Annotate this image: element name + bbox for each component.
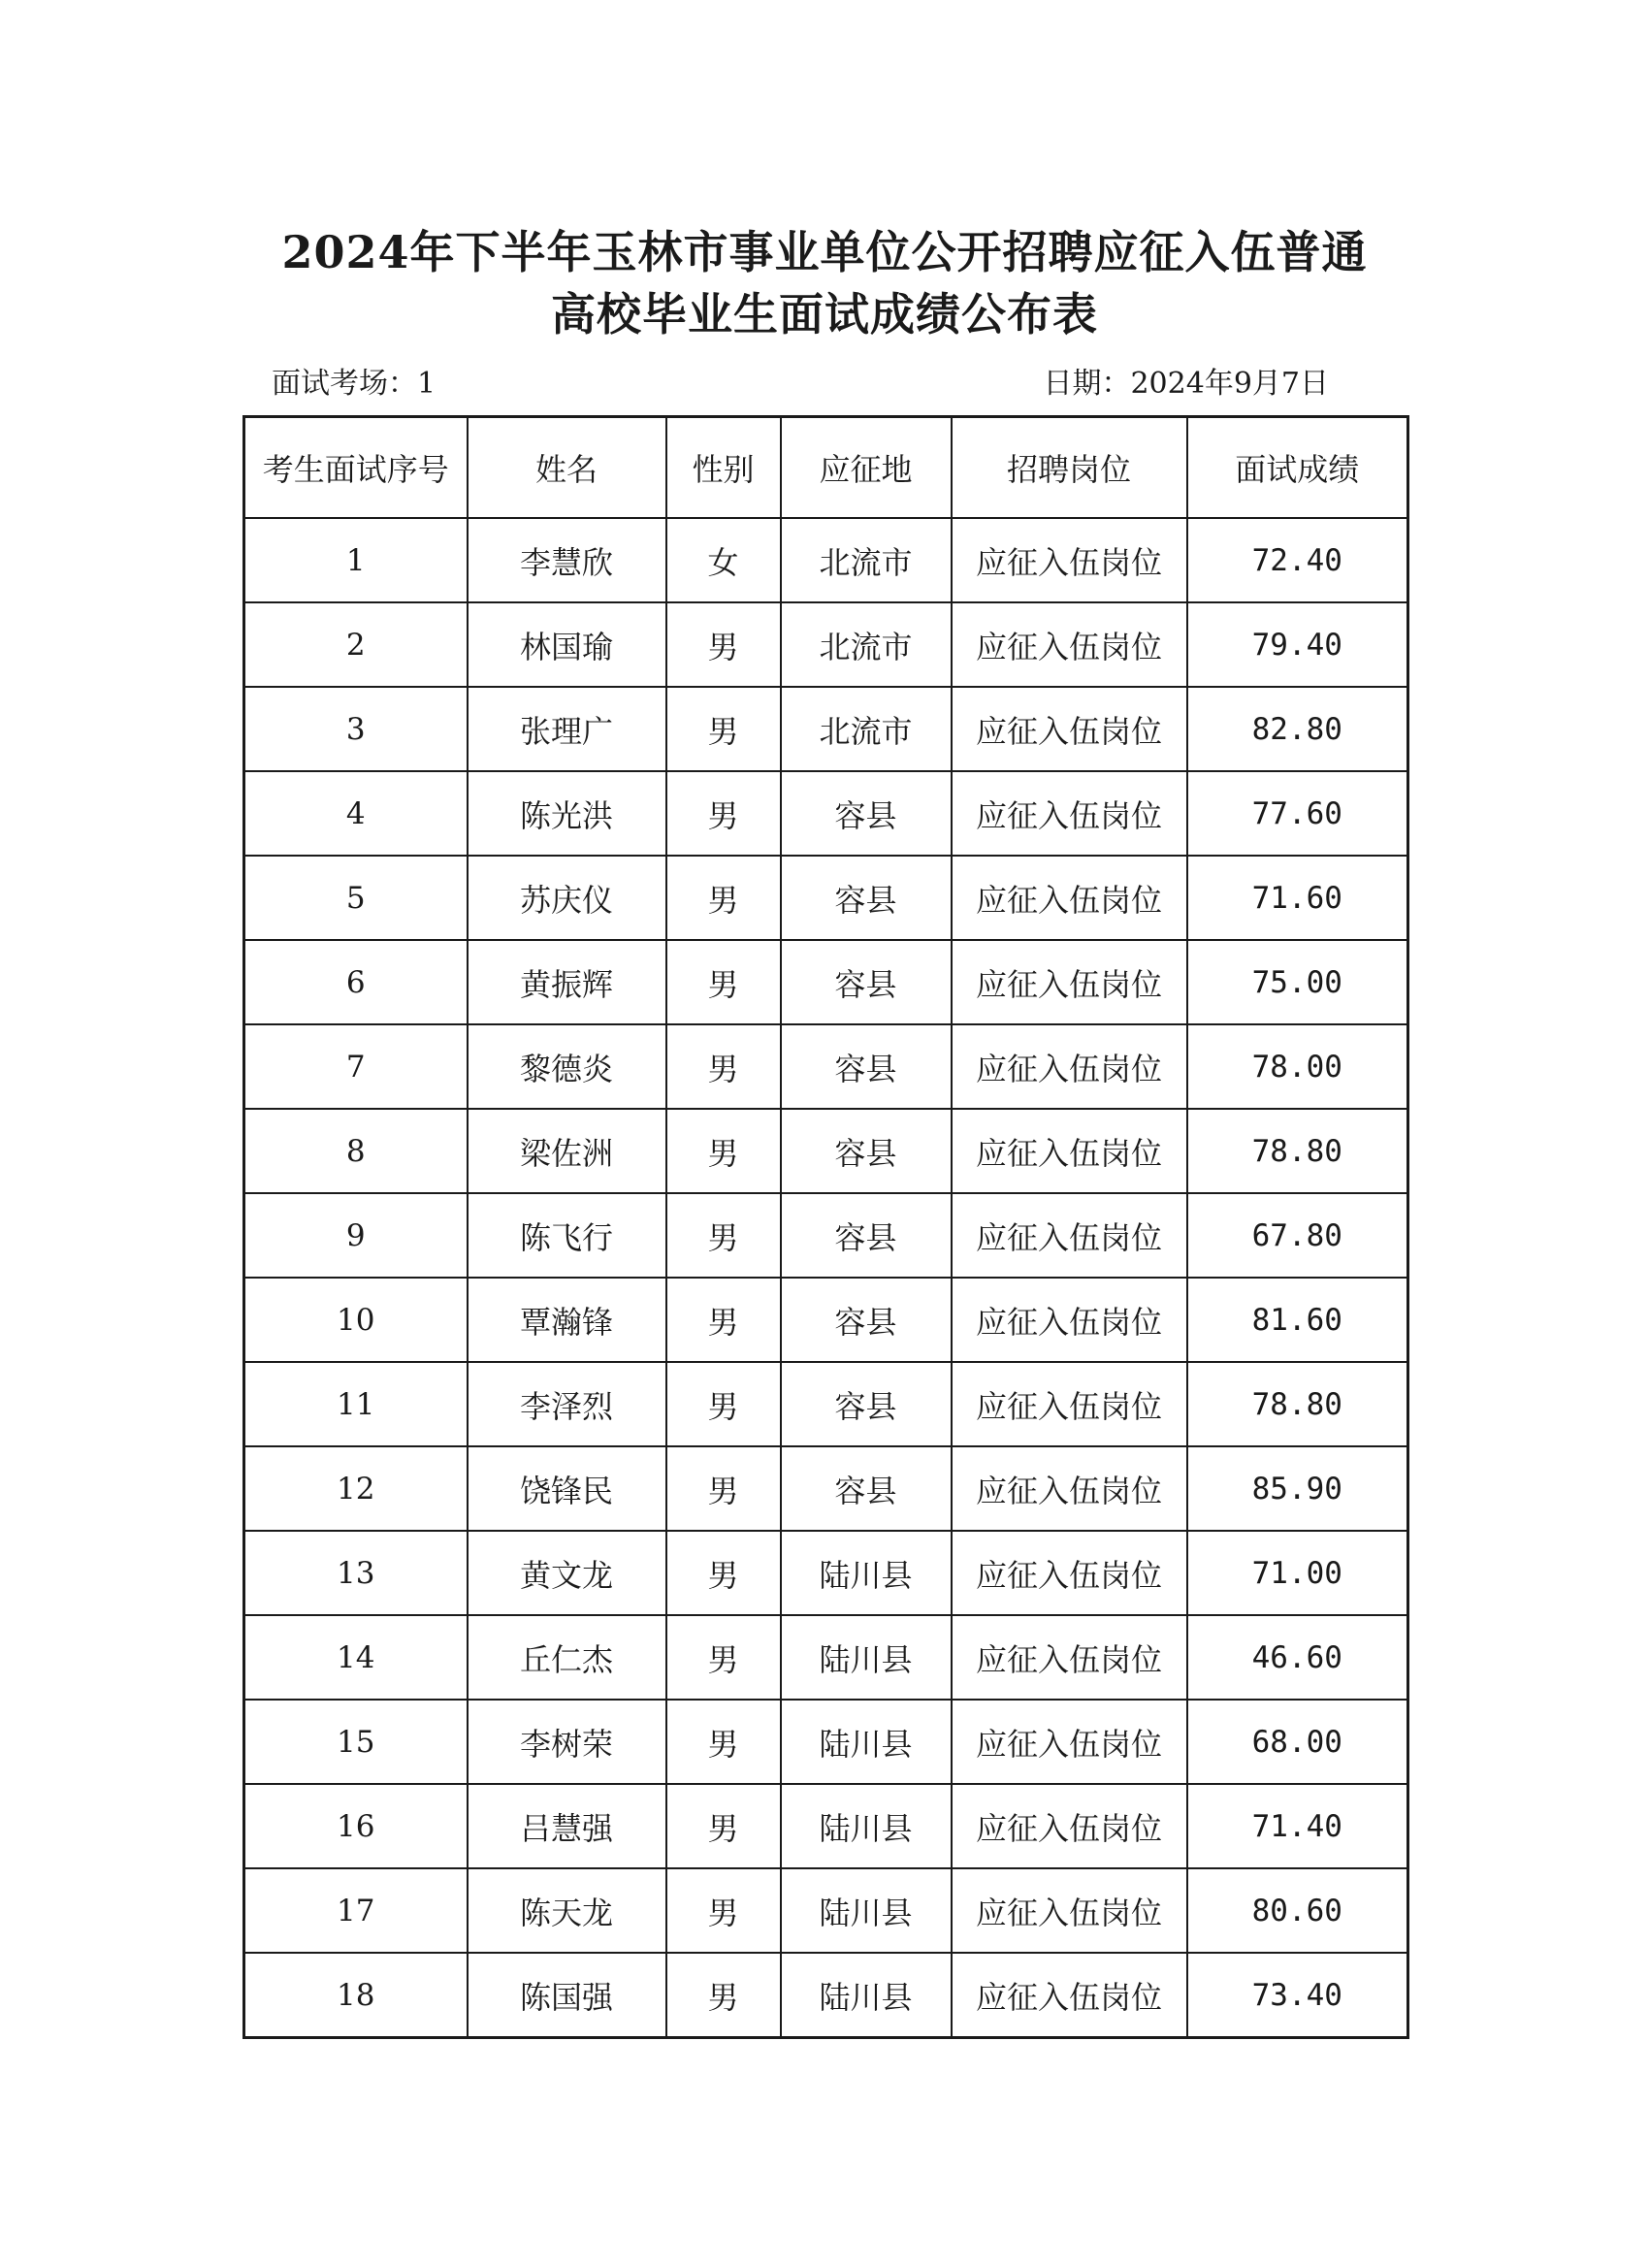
cell-position: 应征入伍岗位 (952, 1615, 1187, 1700)
document-title (0, 221, 1649, 345)
cell-seq: 7 (244, 1024, 468, 1109)
cell-origin: 北流市 (781, 687, 952, 771)
cell-name: 饶锋民 (468, 1446, 666, 1531)
header-position: 招聘岗位 (952, 417, 1187, 519)
cell-position: 应征入伍岗位 (952, 1278, 1187, 1362)
cell-gender: 男 (666, 1700, 781, 1784)
cell-seq: 14 (244, 1615, 468, 1700)
cell-seq: 8 (244, 1109, 468, 1193)
cell-seq: 4 (244, 771, 468, 856)
cell-gender: 男 (666, 602, 781, 687)
cell-gender: 男 (666, 856, 781, 940)
header-score: 面试成绩 (1187, 417, 1408, 519)
cell-seq: 16 (244, 1784, 468, 1868)
cell-seq: 15 (244, 1700, 468, 1784)
cell-name: 黎德炎 (468, 1024, 666, 1109)
cell-score: 71.40 (1187, 1784, 1408, 1868)
cell-name: 苏庆仪 (468, 856, 666, 940)
cell-position: 应征入伍岗位 (952, 1953, 1187, 2038)
cell-name: 陈天龙 (468, 1868, 666, 1953)
cell-origin: 陆川县 (781, 1784, 952, 1868)
table-row (244, 602, 1408, 687)
cell-seq: 2 (244, 602, 468, 687)
cell-origin: 容县 (781, 1109, 952, 1193)
cell-gender: 男 (666, 1109, 781, 1193)
cell-score: 79.40 (1187, 602, 1408, 687)
cell-score: 78.00 (1187, 1024, 1408, 1109)
cell-name: 陈飞行 (468, 1193, 666, 1278)
cell-seq: 11 (244, 1362, 468, 1446)
cell-score: 71.60 (1187, 856, 1408, 940)
table-row (244, 940, 1408, 1024)
table-row (244, 1278, 1408, 1362)
header-origin: 应征地 (781, 417, 952, 519)
cell-position: 应征入伍岗位 (952, 1193, 1187, 1278)
cell-position: 应征入伍岗位 (952, 771, 1187, 856)
cell-gender: 男 (666, 1278, 781, 1362)
cell-gender: 男 (666, 771, 781, 856)
cell-position: 应征入伍岗位 (952, 1109, 1187, 1193)
cell-origin: 容县 (781, 1446, 952, 1531)
cell-name: 陈光洪 (468, 771, 666, 856)
cell-origin: 北流市 (781, 518, 952, 602)
cell-position: 应征入伍岗位 (952, 1362, 1187, 1446)
cell-origin: 容县 (781, 1193, 952, 1278)
table-row (244, 1615, 1408, 1700)
cell-score: 85.90 (1187, 1446, 1408, 1531)
table-row (244, 1784, 1408, 1868)
cell-gender: 男 (666, 1868, 781, 1953)
cell-gender: 男 (666, 1193, 781, 1278)
cell-name: 张理广 (468, 687, 666, 771)
cell-name: 丘仁杰 (468, 1615, 666, 1700)
cell-score: 46.60 (1187, 1615, 1408, 1700)
table-row (244, 1700, 1408, 1784)
cell-position: 应征入伍岗位 (952, 1784, 1187, 1868)
cell-origin: 容县 (781, 1278, 952, 1362)
cell-score: 78.80 (1187, 1362, 1408, 1446)
cell-position: 应征入伍岗位 (952, 940, 1187, 1024)
cell-position: 应征入伍岗位 (952, 687, 1187, 771)
cell-name: 李慧欣 (468, 518, 666, 602)
cell-gender: 男 (666, 1446, 781, 1531)
table-row (244, 1024, 1408, 1109)
cell-score: 67.80 (1187, 1193, 1408, 1278)
table-row (244, 1868, 1408, 1953)
cell-seq: 17 (244, 1868, 468, 1953)
cell-score: 72.40 (1187, 518, 1408, 602)
table-row (244, 1193, 1408, 1278)
cell-origin: 陆川县 (781, 1700, 952, 1784)
table-header-row (244, 417, 1408, 519)
table-row (244, 687, 1408, 771)
title-line-1: 2024年下半年玉林市事业单位公开招聘应征入伍普通 (281, 226, 1368, 278)
cell-origin: 容县 (781, 856, 952, 940)
cell-gender: 男 (666, 1024, 781, 1109)
cell-name: 吕慧强 (468, 1784, 666, 1868)
cell-origin: 陆川县 (781, 1531, 952, 1615)
cell-position: 应征入伍岗位 (952, 1700, 1187, 1784)
cell-origin: 容县 (781, 1362, 952, 1446)
cell-gender: 男 (666, 1362, 781, 1446)
table-row (244, 1953, 1408, 2038)
results-table (242, 415, 1409, 2039)
cell-origin: 容县 (781, 1024, 952, 1109)
table-row (244, 1109, 1408, 1193)
cell-seq: 18 (244, 1953, 468, 2038)
cell-score: 77.60 (1187, 771, 1408, 856)
cell-origin: 北流市 (781, 602, 952, 687)
table-row (244, 856, 1408, 940)
cell-name: 李泽烈 (468, 1362, 666, 1446)
cell-score: 81.60 (1187, 1278, 1408, 1362)
header-gender: 性别 (666, 417, 781, 519)
cell-name: 黄振辉 (468, 940, 666, 1024)
cell-gender: 男 (666, 1784, 781, 1868)
cell-score: 73.40 (1187, 1953, 1408, 2038)
table-row (244, 1446, 1408, 1531)
cell-seq: 9 (244, 1193, 468, 1278)
table-row (244, 1362, 1408, 1446)
cell-origin: 容县 (781, 771, 952, 856)
table-body (244, 518, 1408, 2038)
cell-name: 李树荣 (468, 1700, 666, 1784)
cell-position: 应征入伍岗位 (952, 1868, 1187, 1953)
cell-gender: 男 (666, 1953, 781, 2038)
cell-gender: 男 (666, 1615, 781, 1700)
cell-gender: 女 (666, 518, 781, 602)
cell-seq: 12 (244, 1446, 468, 1531)
cell-position: 应征入伍岗位 (952, 518, 1187, 602)
cell-seq: 3 (244, 687, 468, 771)
exam-room-label: 面试考场：1 (272, 367, 436, 401)
cell-seq: 13 (244, 1531, 468, 1615)
cell-seq: 5 (244, 856, 468, 940)
cell-name: 林国瑜 (468, 602, 666, 687)
cell-score: 78.80 (1187, 1109, 1408, 1193)
cell-score: 71.00 (1187, 1531, 1408, 1615)
cell-position: 应征入伍岗位 (952, 1446, 1187, 1531)
cell-gender: 男 (666, 940, 781, 1024)
cell-origin: 陆川县 (781, 1953, 952, 2038)
cell-name: 梁佐洲 (468, 1109, 666, 1193)
table-row (244, 1531, 1408, 1615)
table-row (244, 518, 1408, 602)
cell-position: 应征入伍岗位 (952, 1531, 1187, 1615)
cell-seq: 1 (244, 518, 468, 602)
cell-origin: 容县 (781, 940, 952, 1024)
cell-seq: 6 (244, 940, 468, 1024)
header-name: 姓名 (468, 417, 666, 519)
cell-score: 82.80 (1187, 687, 1408, 771)
cell-score: 75.00 (1187, 940, 1408, 1024)
cell-position: 应征入伍岗位 (952, 1024, 1187, 1109)
cell-score: 80.60 (1187, 1868, 1408, 1953)
cell-name: 黄文龙 (468, 1531, 666, 1615)
table-row (244, 771, 1408, 856)
cell-seq: 10 (244, 1278, 468, 1362)
cell-name: 陈国强 (468, 1953, 666, 2038)
cell-gender: 男 (666, 687, 781, 771)
cell-position: 应征入伍岗位 (952, 856, 1187, 940)
cell-score: 68.00 (1187, 1700, 1408, 1784)
title-line-2: 高校毕业生面试成绩公布表 (551, 288, 1098, 340)
header-seq: 考生面试序号 (244, 417, 468, 519)
cell-origin: 陆川县 (781, 1868, 952, 1953)
cell-name: 覃瀚锋 (468, 1278, 666, 1362)
cell-origin: 陆川县 (781, 1615, 952, 1700)
cell-position: 应征入伍岗位 (952, 602, 1187, 687)
cell-gender: 男 (666, 1531, 781, 1615)
date-label: 日期：2024年9月7日 (1043, 367, 1329, 401)
